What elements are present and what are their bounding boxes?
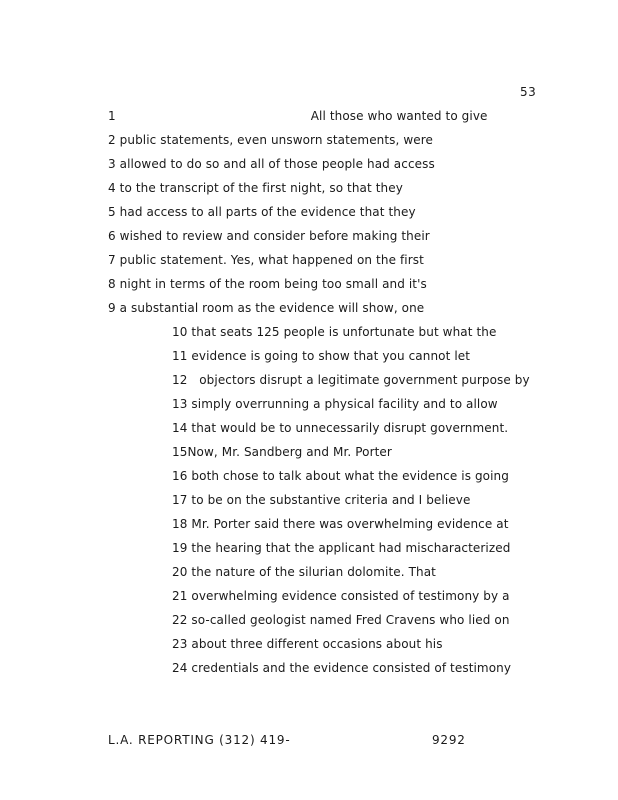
line-22 <box>172 613 510 627</box>
line-20 <box>172 565 436 579</box>
footer-reporter: L.A. REPORTING (312) 419- <box>108 733 291 747</box>
line-text: night in terms of the room being too small and it's <box>119 277 427 291</box>
line-number: 14 <box>172 421 188 435</box>
line-text: that would be to unnecessarily disrupt government. <box>191 421 509 435</box>
line-number: 19 <box>172 541 188 555</box>
line-14 <box>172 421 508 435</box>
line-number: 18 <box>172 517 188 531</box>
line-text: All those who wanted to give <box>310 109 488 123</box>
line-2 <box>108 133 433 147</box>
line-number: 17 <box>172 493 188 507</box>
line-11 <box>172 349 470 363</box>
line-number: 15 <box>172 445 188 459</box>
line-13 <box>172 397 498 411</box>
line-text: evidence is going to show that you cannot let <box>191 349 471 363</box>
line-24 <box>172 661 511 675</box>
line-21 <box>172 589 510 603</box>
line-text: credentials and the evidence consisted of testimony <box>191 661 512 675</box>
line-text: Mr. Porter said there was overwhelming evidence at <box>191 517 509 531</box>
line-16 <box>172 469 509 483</box>
line-text: had access to all parts of the evidence that they <box>119 205 416 219</box>
line-6 <box>108 229 430 243</box>
line-19 <box>172 541 510 555</box>
line-text: the hearing that the applicant had mischaracterized <box>191 541 511 555</box>
line-number: 5 <box>108 205 116 219</box>
line-8 <box>108 277 427 291</box>
line-number: 23 <box>172 637 188 651</box>
line-text: so-called geologist named Fred Cravens who lied on <box>191 613 510 627</box>
line-number: 13 <box>172 397 188 411</box>
line-text: objectors disrupt a legitimate government purpose by <box>199 373 530 387</box>
line-number: 11 <box>172 349 188 363</box>
line-4 <box>108 181 403 195</box>
line-text: public statements, even unsworn statements, were <box>119 133 434 147</box>
line-number: 21 <box>172 589 188 603</box>
line-text: about three different occasions about his <box>191 637 443 651</box>
line-number: 22 <box>172 613 188 627</box>
line-3 <box>108 157 435 171</box>
line-number: 24 <box>172 661 188 675</box>
line-number: 16 <box>172 469 188 483</box>
line-12 <box>172 373 530 387</box>
line-10 <box>172 325 496 339</box>
line-text: both chose to talk about what the evidence is going <box>191 469 509 483</box>
line-number: 9 <box>108 301 116 315</box>
line-18 <box>172 517 509 531</box>
line-23 <box>172 637 443 651</box>
line-number: 7 <box>108 253 116 267</box>
line-17 <box>172 493 470 507</box>
line-number: 1 <box>108 109 116 123</box>
line-text: overwhelming evidence consisted of testimony by a <box>191 589 510 603</box>
line-text: wished to review and consider before making their <box>119 229 430 243</box>
footer-phone-suffix: 9292 <box>432 733 466 747</box>
line-9 <box>108 301 424 315</box>
line-text: the nature of the silurian dolomite. That <box>191 565 436 579</box>
line-text: a substantial room as the evidence will show, one <box>119 301 425 315</box>
line-number: 2 <box>108 133 116 147</box>
line-number: 10 <box>172 325 188 339</box>
line-number: 3 <box>108 157 116 171</box>
line-number: 4 <box>108 181 116 195</box>
page-number: 53 <box>520 85 537 99</box>
line-text: allowed to do so and all of those people had access <box>119 157 435 171</box>
line-number: 8 <box>108 277 116 291</box>
line-number: 12 <box>172 373 188 387</box>
line-text: simply overrunning a physical facility and to allow <box>191 397 498 411</box>
line-text: that seats 125 people is unfortunate but what the <box>191 325 497 339</box>
line-5 <box>108 205 416 219</box>
line-text: public statement. Yes, what happened on the first <box>119 253 424 267</box>
line-15 <box>172 445 392 459</box>
line-number: 6 <box>108 229 116 243</box>
line-1 <box>108 109 488 123</box>
line-text: to the transcript of the first night, so that they <box>119 181 403 195</box>
line-7 <box>108 253 424 267</box>
line-number: 20 <box>172 565 188 579</box>
line-text: to be on the substantive criteria and I believe <box>191 493 471 507</box>
line-text: Now, Mr. Sandberg and Mr. Porter <box>187 445 392 459</box>
